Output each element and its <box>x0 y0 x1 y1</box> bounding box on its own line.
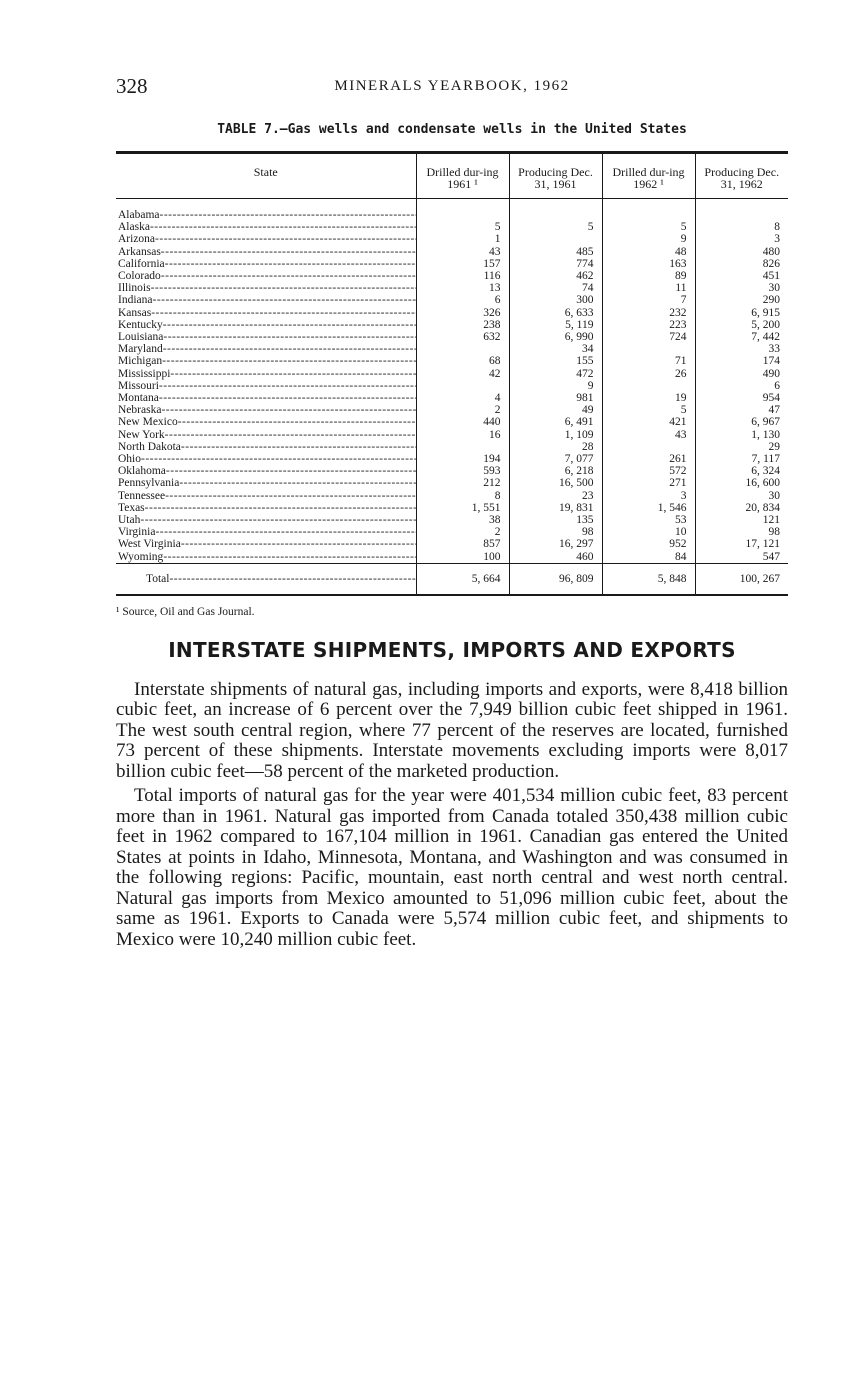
drilled-1961-cell: 194 <box>416 453 509 465</box>
table-row <box>116 258 788 270</box>
table-row <box>116 551 788 564</box>
table-row <box>116 538 788 550</box>
table-row <box>116 270 788 282</box>
state-name: Virginia <box>118 526 156 539</box>
drilled-1962-cell: 5 <box>602 404 695 416</box>
table-row <box>116 392 788 404</box>
drilled-1962-cell: 232 <box>602 307 695 319</box>
producing-1961-cell: 5, 119 <box>509 319 602 331</box>
producing-1962-cell: 17, 121 <box>695 538 788 550</box>
drilled-1961-cell: 326 <box>416 307 509 319</box>
drilled-1961-cell <box>416 343 509 355</box>
producing-1961-cell: 981 <box>509 392 602 404</box>
running-title: MINERALS YEARBOOK, 1962 <box>334 78 570 94</box>
producing-1962-cell: 30 <box>695 490 788 502</box>
drilled-1961-cell: 1, 551 <box>416 502 509 514</box>
producing-1961-cell: 98 <box>509 526 602 538</box>
total-drilled-1962: 5, 848 <box>602 563 695 595</box>
drilled-1962-cell: 11 <box>602 282 695 294</box>
state-name: Texas <box>118 501 145 514</box>
producing-1962-cell: 5, 200 <box>695 319 788 331</box>
table-row <box>116 355 788 367</box>
drilled-1961-cell: 116 <box>416 270 509 282</box>
state-cell <box>116 416 416 428</box>
producing-1961-cell: 23 <box>509 490 602 502</box>
table-row <box>116 514 788 526</box>
table-row <box>116 233 788 245</box>
table-row <box>116 416 788 428</box>
table-header-row <box>116 153 788 199</box>
state-cell <box>116 282 416 294</box>
page-number: 328 <box>116 74 148 98</box>
state-cell <box>116 441 416 453</box>
drilled-1961-cell: 68 <box>416 355 509 367</box>
producing-1962-cell: 8 <box>695 221 788 233</box>
drilled-1961-cell: 42 <box>416 368 509 380</box>
producing-1962-cell: 121 <box>695 514 788 526</box>
producing-1962-cell: 47 <box>695 404 788 416</box>
table-row <box>116 404 788 416</box>
state-name: New York <box>118 428 165 441</box>
total-producing-1962: 100, 267 <box>695 563 788 595</box>
producing-1962-cell: 290 <box>695 294 788 306</box>
producing-1961-cell: 6, 633 <box>509 307 602 319</box>
producing-1962-cell: 174 <box>695 355 788 367</box>
table-row <box>116 246 788 258</box>
drilled-1961-cell: 2 <box>416 526 509 538</box>
state-name: California <box>118 257 165 270</box>
drilled-1962-cell: 572 <box>602 465 695 477</box>
table-row <box>116 465 788 477</box>
gas-wells-table <box>116 151 788 596</box>
table-row <box>116 380 788 392</box>
state-name: Wyoming <box>118 550 164 563</box>
drilled-1962-cell: 26 <box>602 368 695 380</box>
drilled-1961-cell <box>416 441 509 453</box>
drilled-1961-cell: 5 <box>416 221 509 233</box>
state-name: Arizona <box>118 233 156 246</box>
producing-1962-cell: 29 <box>695 441 788 453</box>
drilled-1962-cell: 724 <box>602 331 695 343</box>
total-label: Total <box>146 572 170 585</box>
table-footnote: ¹ Source, Oil and Gas Journal. <box>116 605 255 618</box>
total-label-cell <box>116 563 416 595</box>
drilled-1961-cell: 157 <box>416 258 509 270</box>
producing-1962-cell: 826 <box>695 258 788 270</box>
table-row <box>116 368 788 380</box>
state-name: Illinois <box>118 282 151 295</box>
table-total-row <box>116 563 788 595</box>
producing-1961-cell: 74 <box>509 282 602 294</box>
producing-1961-cell: 1, 109 <box>509 429 602 441</box>
state-cell <box>116 246 416 258</box>
drilled-1962-cell: 952 <box>602 538 695 550</box>
state-name: Michigan <box>118 355 163 368</box>
producing-1962-cell: 7, 117 <box>695 453 788 465</box>
producing-1962-cell: 98 <box>695 526 788 538</box>
table-spacer-row <box>116 199 788 210</box>
state-name: Tennessee <box>118 489 166 502</box>
state-cell <box>116 490 416 502</box>
producing-1961-cell: 460 <box>509 551 602 564</box>
drilled-1962-cell <box>602 209 695 221</box>
producing-1961-cell: 462 <box>509 270 602 282</box>
state-cell <box>116 331 416 343</box>
state-name: Ohio <box>118 453 141 466</box>
table-row <box>116 429 788 441</box>
drilled-1962-cell <box>602 380 695 392</box>
state-name: Maryland <box>118 343 163 356</box>
state-name: Missouri <box>118 379 159 392</box>
state-cell <box>116 209 416 221</box>
table-row <box>116 209 788 221</box>
producing-1962-cell: 6 <box>695 380 788 392</box>
producing-1961-cell: 155 <box>509 355 602 367</box>
drilled-1962-cell: 71 <box>602 355 695 367</box>
state-cell <box>116 368 416 380</box>
producing-1961-cell: 28 <box>509 441 602 453</box>
state-name: Arkansas <box>118 245 161 258</box>
state-cell <box>116 526 416 538</box>
state-cell <box>116 270 416 282</box>
state-cell <box>116 404 416 416</box>
table-body <box>116 199 788 564</box>
drilled-1961-cell: 8 <box>416 490 509 502</box>
document-page <box>116 60 788 954</box>
producing-1962-cell: 6, 324 <box>695 465 788 477</box>
table-row <box>116 453 788 465</box>
producing-1961-cell: 774 <box>509 258 602 270</box>
producing-1962-cell <box>695 209 788 221</box>
producing-1962-cell: 490 <box>695 368 788 380</box>
drilled-1961-cell <box>416 380 509 392</box>
drilled-1961-cell: 857 <box>416 538 509 550</box>
drilled-1961-cell: 100 <box>416 551 509 564</box>
producing-1962-cell: 547 <box>695 551 788 564</box>
producing-1961-cell: 19, 831 <box>509 502 602 514</box>
column-header-drilled-1962: Drilled dur-ing 1962 ¹ <box>602 153 695 199</box>
table-row <box>116 319 788 331</box>
producing-1961-cell: 16, 500 <box>509 477 602 489</box>
table-row <box>116 490 788 502</box>
state-cell <box>116 233 416 245</box>
state-cell <box>116 380 416 392</box>
state-cell <box>116 453 416 465</box>
state-cell <box>116 307 416 319</box>
state-name: Nebraska <box>118 404 162 417</box>
producing-1962-cell: 954 <box>695 392 788 404</box>
producing-1961-cell: 7, 077 <box>509 453 602 465</box>
producing-1961-cell: 135 <box>509 514 602 526</box>
drilled-1962-cell: 48 <box>602 246 695 258</box>
column-header-producing-1962: Producing Dec. 31, 1962 <box>695 153 788 199</box>
producing-1961-cell: 49 <box>509 404 602 416</box>
producing-1961-cell: 300 <box>509 294 602 306</box>
state-cell <box>116 429 416 441</box>
producing-1962-cell: 480 <box>695 246 788 258</box>
drilled-1962-cell: 9 <box>602 233 695 245</box>
producing-1962-cell: 20, 834 <box>695 502 788 514</box>
state-name: Kentucky <box>118 318 163 331</box>
drilled-1961-cell: 6 <box>416 294 509 306</box>
drilled-1962-cell: 7 <box>602 294 695 306</box>
drilled-1961-cell: 16 <box>416 429 509 441</box>
table-row <box>116 343 788 355</box>
producing-1962-cell: 7, 442 <box>695 331 788 343</box>
drilled-1962-cell <box>602 343 695 355</box>
drilled-1962-cell: 53 <box>602 514 695 526</box>
drilled-1961-cell: 212 <box>416 477 509 489</box>
state-name: West Virginia <box>118 538 181 551</box>
table-row <box>116 221 788 233</box>
drilled-1961-cell: 43 <box>416 246 509 258</box>
state-cell <box>116 538 416 550</box>
section-body <box>116 680 788 951</box>
producing-1961-cell: 34 <box>509 343 602 355</box>
drilled-1962-cell: 421 <box>602 416 695 428</box>
drilled-1962-cell: 163 <box>602 258 695 270</box>
table-row <box>116 441 788 453</box>
column-header-producing-1961: Producing Dec. 31, 1961 <box>509 153 602 199</box>
producing-1961-cell: 9 <box>509 380 602 392</box>
drilled-1961-cell: 593 <box>416 465 509 477</box>
table-row <box>116 477 788 489</box>
drilled-1962-cell: 84 <box>602 551 695 564</box>
state-cell <box>116 221 416 233</box>
state-cell <box>116 258 416 270</box>
state-name: North Dakota <box>118 440 181 453</box>
state-name: Pennsylvania <box>118 477 180 490</box>
producing-1961-cell: 5 <box>509 221 602 233</box>
state-cell <box>116 502 416 514</box>
drilled-1962-cell: 1, 546 <box>602 502 695 514</box>
table-row <box>116 294 788 306</box>
state-cell <box>116 319 416 331</box>
page-header <box>116 60 788 100</box>
producing-1962-cell: 30 <box>695 282 788 294</box>
producing-1961-cell: 16, 297 <box>509 538 602 550</box>
drilled-1962-cell: 43 <box>602 429 695 441</box>
drilled-1961-cell: 13 <box>416 282 509 294</box>
paragraph: Interstate shipments of natural gas, including imports and exports, were 8,418 billion cubic feet, an increase of 6 percent over the 7,949 billion cubic feet shipped in 1961. The west south central region, where 77 percent of the reserves are located, furnished 73 percent of these shipments. Interstate movements excluding imports were 8,017 billion cubic feet—58 percent of the marketed production. <box>116 678 788 782</box>
producing-1962-cell: 33 <box>695 343 788 355</box>
drilled-1962-cell <box>602 441 695 453</box>
state-cell <box>116 294 416 306</box>
table-row <box>116 282 788 294</box>
drilled-1961-cell: 2 <box>416 404 509 416</box>
total-producing-1961: 96, 809 <box>509 563 602 595</box>
table-row <box>116 331 788 343</box>
state-name: Colorado <box>118 270 161 283</box>
drilled-1962-cell: 271 <box>602 477 695 489</box>
drilled-1962-cell: 10 <box>602 526 695 538</box>
producing-1961-cell <box>509 209 602 221</box>
state-cell <box>116 355 416 367</box>
drilled-1961-cell: 632 <box>416 331 509 343</box>
producing-1961-cell: 472 <box>509 368 602 380</box>
state-cell <box>116 465 416 477</box>
producing-1962-cell: 1, 130 <box>695 429 788 441</box>
drilled-1962-cell: 3 <box>602 490 695 502</box>
state-name: Montana <box>118 392 159 405</box>
table-row <box>116 526 788 538</box>
state-cell <box>116 477 416 489</box>
producing-1962-cell: 16, 600 <box>695 477 788 489</box>
state-cell <box>116 514 416 526</box>
paragraph: Total imports of natural gas for the year were 401,534 million cubic feet, 83 percent more than in 1961. Natural gas imported from Canada totaled 350,438 million cubic feet in 1962 compared to 167,104 million in 1961. Canadian gas entered the United States at points in Idaho, Minnesota, Montana, and Washington and was consumed in the following regions: Pacific, mountain, east north central and west north central. Natural gas imports from Mexico amounted to 51,096 million cubic feet, about the same as 1961. Exports to Canada were 5,574 million cubic feet, and shipments to Mexico were 10,240 million cubic feet. <box>116 785 788 950</box>
column-header-drilled-1961: Drilled dur-ing 1961 ¹ <box>416 153 509 199</box>
drilled-1962-cell: 261 <box>602 453 695 465</box>
state-cell <box>116 551 416 564</box>
producing-1961-cell <box>509 233 602 245</box>
section-heading: INTERSTATE SHIPMENTS, IMPORTS AND EXPORTS <box>168 637 736 662</box>
column-header-state: State <box>116 153 416 199</box>
state-name: Louisiana <box>118 331 164 344</box>
producing-1961-cell: 6, 218 <box>509 465 602 477</box>
state-name: Alaska <box>118 221 150 234</box>
table-title: TABLE 7.—Gas wells and condensate wells in the United States <box>217 122 687 137</box>
drilled-1961-cell <box>416 209 509 221</box>
state-name: New Mexico <box>118 416 178 429</box>
drilled-1961-cell: 4 <box>416 392 509 404</box>
table-row <box>116 307 788 319</box>
drilled-1961-cell: 1 <box>416 233 509 245</box>
drilled-1961-cell: 440 <box>416 416 509 428</box>
table-row <box>116 502 788 514</box>
producing-1962-cell: 3 <box>695 233 788 245</box>
producing-1961-cell: 6, 990 <box>509 331 602 343</box>
producing-1962-cell: 6, 967 <box>695 416 788 428</box>
state-name: Utah <box>118 514 141 527</box>
producing-1961-cell: 6, 491 <box>509 416 602 428</box>
state-name: Alabama <box>118 209 160 221</box>
state-name: Indiana <box>118 294 153 307</box>
state-cell <box>116 392 416 404</box>
state-name: Kansas <box>118 306 152 319</box>
state-name: Mississippi <box>118 367 171 380</box>
drilled-1962-cell: 89 <box>602 270 695 282</box>
drilled-1962-cell: 19 <box>602 392 695 404</box>
drilled-1961-cell: 38 <box>416 514 509 526</box>
state-name: Oklahoma <box>118 465 166 478</box>
producing-1962-cell: 6, 915 <box>695 307 788 319</box>
producing-1962-cell: 451 <box>695 270 788 282</box>
state-cell <box>116 343 416 355</box>
drilled-1962-cell: 223 <box>602 319 695 331</box>
total-drilled-1961: 5, 664 <box>416 563 509 595</box>
drilled-1962-cell: 5 <box>602 221 695 233</box>
drilled-1961-cell: 238 <box>416 319 509 331</box>
producing-1961-cell: 485 <box>509 246 602 258</box>
